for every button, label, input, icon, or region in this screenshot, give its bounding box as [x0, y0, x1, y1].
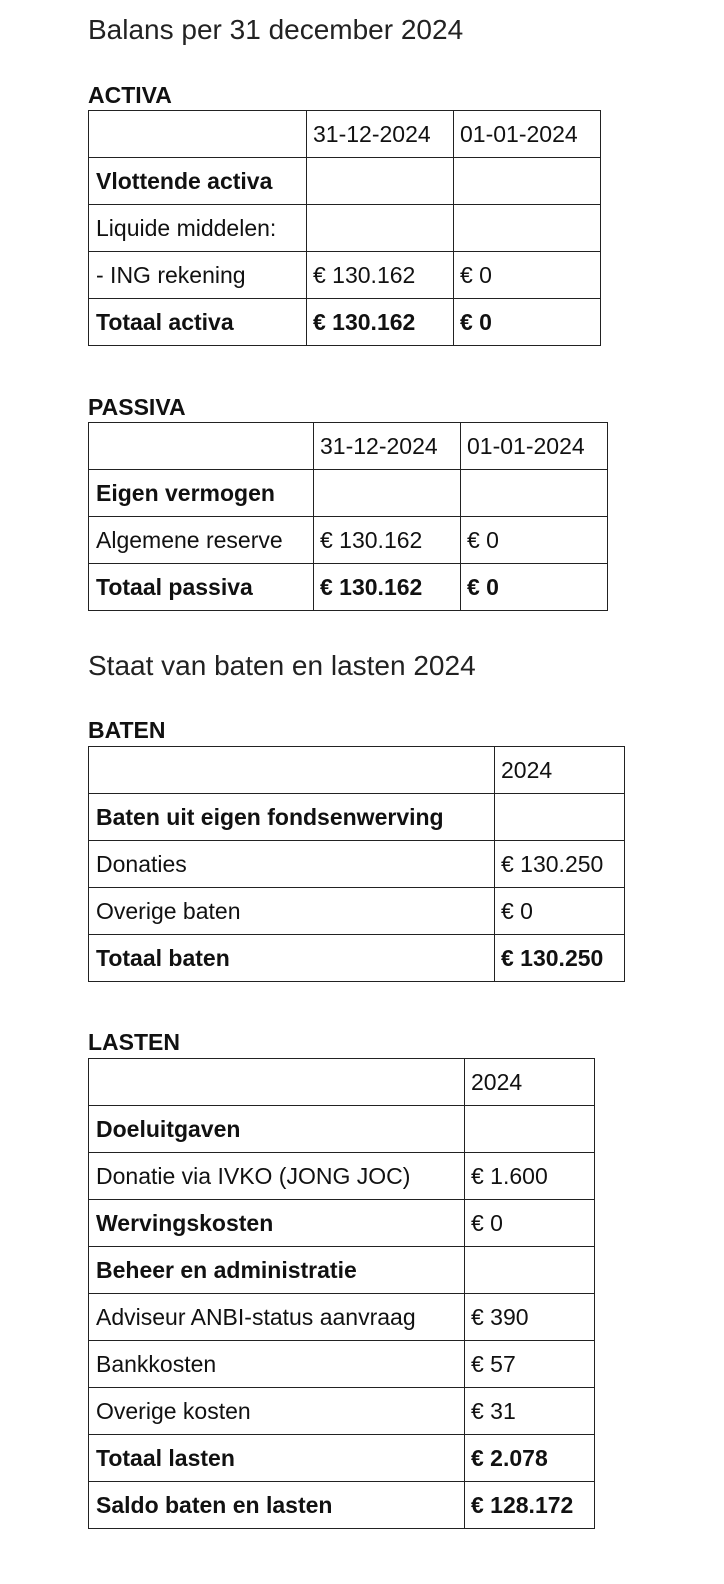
header-label-cell — [89, 747, 495, 794]
passiva-table — [88, 422, 608, 611]
row-label: Bankkosten — [89, 1341, 465, 1388]
baten-table — [88, 746, 625, 982]
row-value: € 1.600 — [465, 1153, 595, 1200]
row-value-previous: € 0 — [461, 564, 608, 611]
table-row — [89, 205, 601, 252]
row-label: Eigen vermogen — [89, 470, 314, 517]
row-label: Doeluitgaven — [89, 1106, 465, 1153]
row-label: Totaal activa — [89, 299, 307, 346]
row-value: € 57 — [465, 1341, 595, 1388]
baten-label: BATEN — [88, 717, 166, 743]
row-value — [465, 1106, 595, 1153]
row-value-previous: € 0 — [461, 517, 608, 564]
header-label-cell — [89, 111, 307, 158]
table-row — [89, 252, 601, 299]
row-label: Totaal lasten — [89, 1435, 465, 1482]
row-value: € 31 — [465, 1388, 595, 1435]
header-date-current: 31-12-2024 — [307, 111, 454, 158]
table-row — [89, 841, 625, 888]
total-row — [89, 299, 601, 346]
row-label: Beheer en administratie — [89, 1247, 465, 1294]
header-year: 2024 — [495, 747, 625, 794]
row-label: Liquide middelen: — [89, 205, 307, 252]
row-value: € 130.250 — [495, 935, 625, 982]
table-row — [89, 470, 608, 517]
row-label: Baten uit eigen fondsenwerving — [89, 794, 495, 841]
row-value: € 0 — [495, 888, 625, 935]
table-row — [89, 1200, 595, 1247]
total-row — [89, 935, 625, 982]
total-row — [89, 564, 608, 611]
row-value-current: € 130.162 — [307, 299, 454, 346]
row-value-previous: € 0 — [454, 252, 601, 299]
row-value: € 2.078 — [465, 1435, 595, 1482]
lasten-table — [88, 1058, 595, 1529]
row-value — [495, 794, 625, 841]
row-label: Totaal baten — [89, 935, 495, 982]
table-row — [89, 888, 625, 935]
row-value-current — [307, 205, 454, 252]
row-value: € 128.172 — [465, 1482, 595, 1529]
balance-row — [89, 1482, 595, 1529]
row-value-current: € 130.162 — [314, 564, 461, 611]
row-value-previous — [454, 158, 601, 205]
total-row — [89, 1435, 595, 1482]
row-label: Algemene reserve — [89, 517, 314, 564]
row-label: - ING rekening — [89, 252, 307, 299]
row-label: Saldo baten en lasten — [89, 1482, 465, 1529]
row-label: Overige kosten — [89, 1388, 465, 1435]
row-value-current: € 130.162 — [314, 517, 461, 564]
header-date-current: 31-12-2024 — [314, 423, 461, 470]
row-label: Vlottende activa — [89, 158, 307, 205]
table-row — [89, 158, 601, 205]
row-value — [465, 1247, 595, 1294]
income-statement-title: Staat van baten en lasten 2024 — [88, 650, 476, 681]
passiva-label: PASSIVA — [88, 394, 186, 420]
row-label: Donaties — [89, 841, 495, 888]
table-row — [89, 517, 608, 564]
activa-table — [88, 110, 601, 346]
balance-title: Balans per 31 december 2024 — [88, 14, 464, 45]
table-header-row — [89, 423, 608, 470]
row-label: Donatie via IVKO (JONG JOC) — [89, 1153, 465, 1200]
row-label: Wervingskosten — [89, 1200, 465, 1247]
header-label-cell — [89, 1059, 465, 1106]
row-label: Adviseur ANBI-status aanvraag — [89, 1294, 465, 1341]
table-row — [89, 1153, 595, 1200]
table-row — [89, 1341, 595, 1388]
table-header-row — [89, 111, 601, 158]
table-row — [89, 794, 625, 841]
row-value: € 130.250 — [495, 841, 625, 888]
row-value: € 0 — [465, 1200, 595, 1247]
row-label: Overige baten — [89, 888, 495, 935]
row-value-current — [314, 470, 461, 517]
row-value-previous — [461, 470, 608, 517]
row-value-previous: € 0 — [454, 299, 601, 346]
activa-label: ACTIVA — [88, 82, 172, 108]
row-value: € 390 — [465, 1294, 595, 1341]
header-year: 2024 — [465, 1059, 595, 1106]
header-date-previous: 01-01-2024 — [461, 423, 608, 470]
header-label-cell — [89, 423, 314, 470]
table-row — [89, 1294, 595, 1341]
table-row — [89, 1106, 595, 1153]
table-header-row — [89, 747, 625, 794]
lasten-label: LASTEN — [88, 1029, 180, 1055]
row-label: Totaal passiva — [89, 564, 314, 611]
row-value-current — [307, 158, 454, 205]
table-header-row — [89, 1059, 595, 1106]
row-value-previous — [454, 205, 601, 252]
table-row — [89, 1247, 595, 1294]
header-date-previous: 01-01-2024 — [454, 111, 601, 158]
row-value-current: € 130.162 — [307, 252, 454, 299]
table-row — [89, 1388, 595, 1435]
